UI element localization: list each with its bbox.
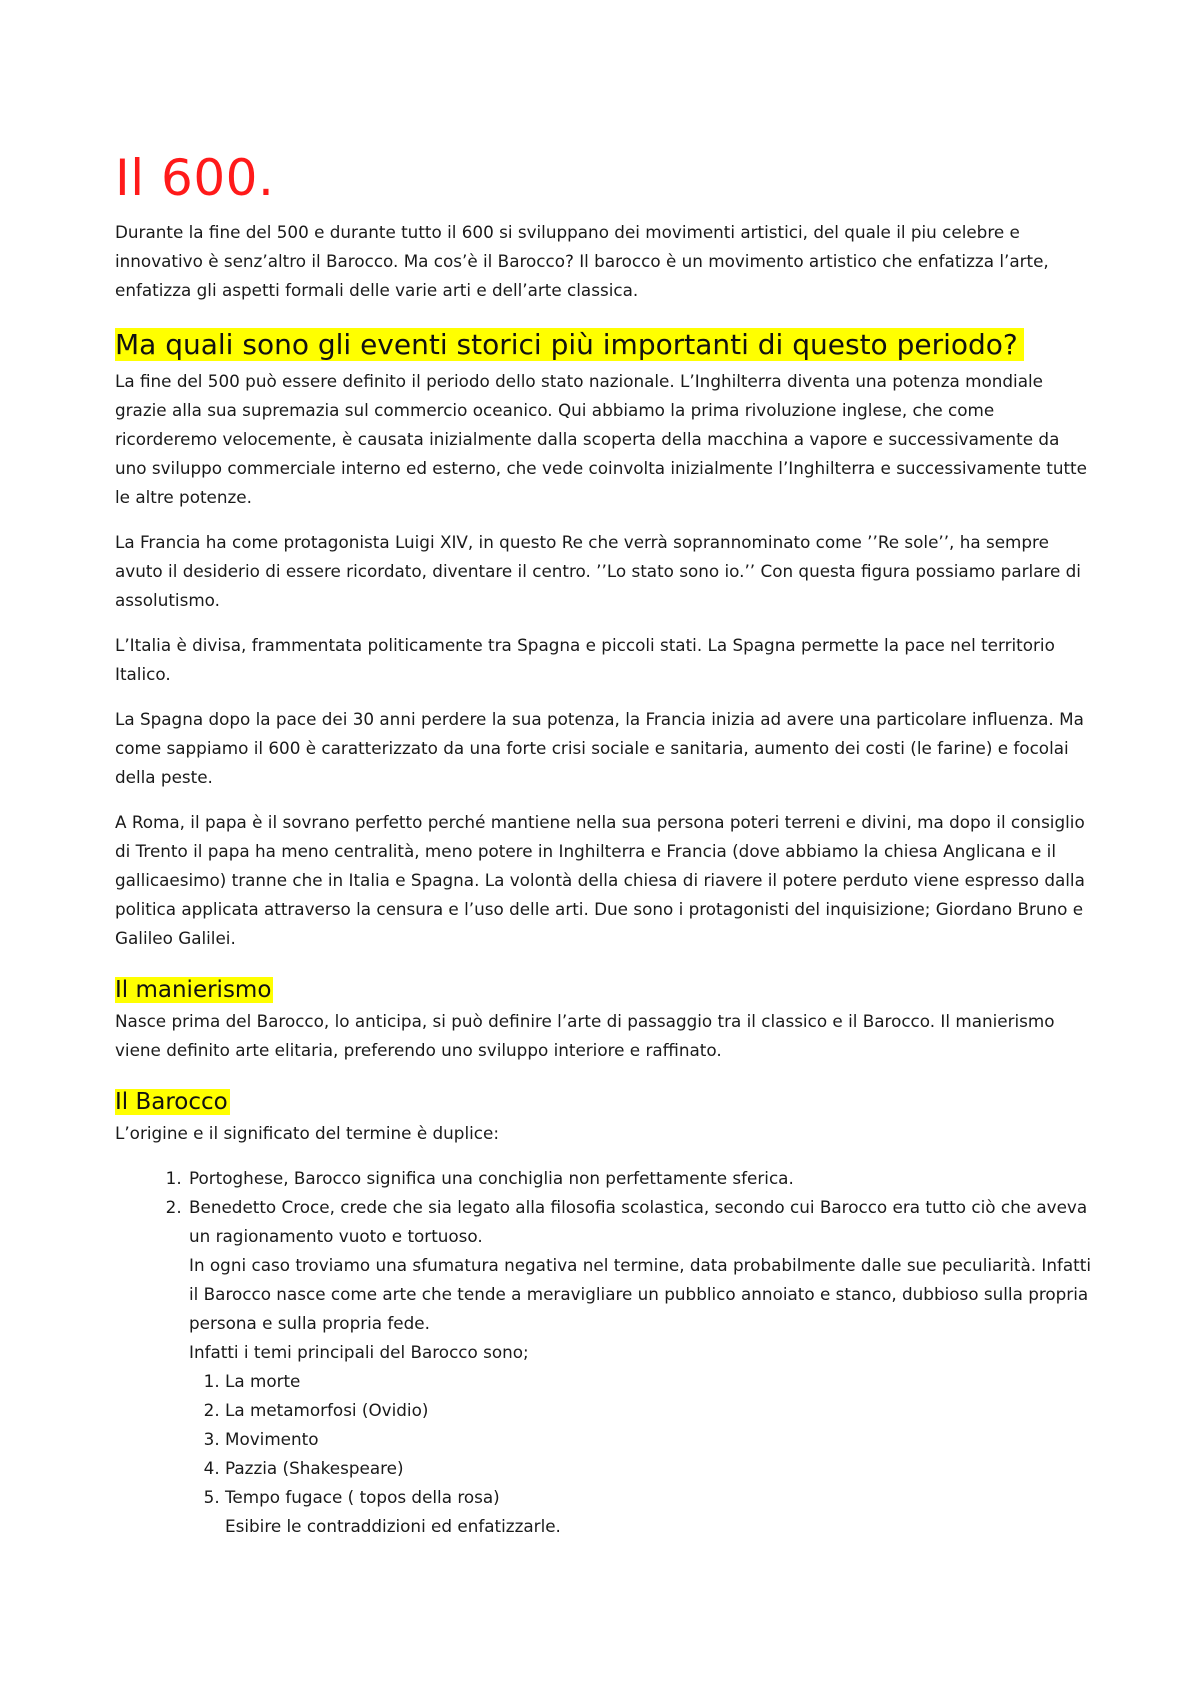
- list-item: [225, 1396, 1095, 1425]
- paragraph-manierismo: Nasce prima del Barocco, lo anticipa, si può definire l’arte di passaggio tra il classico e il Barocco. Il manierismo viene definito arte elitaria, preferendo uno sviluppo interiore e raffinato.: [115, 1011, 1055, 1060]
- theme-item: Movimento: [225, 1429, 319, 1449]
- list-item: [187, 1164, 1095, 1193]
- theme-item: 5. Tempo fugace ( topos della rosa): [225, 1487, 500, 1507]
- section-heading-manierismo: [115, 975, 1095, 1005]
- list-item: [225, 1454, 1095, 1483]
- document-title: Il 600.: [115, 149, 275, 207]
- origin-item-croce: 2. Benedetto Croce, crede che sia legato alla filosofia scolastica, secondo cui Barocco era tutto ciò che aveva un ragionamento vuoto e tortuoso.: [189, 1197, 1088, 1246]
- themes-list: [189, 1367, 1095, 1541]
- origin-list: [115, 1164, 1095, 1541]
- paragraph-francia: La Francia ha come protagonista Luigi XIV, in questo Re che verrà soprannominato come ’’Re sole’’, ha sempre avuto il desiderio di essere ricordato, diventare il centro. ’’Lo stato sono io.’’ Con questa figura possiamo parlare di assolutismo.: [115, 532, 1081, 610]
- origin-item-portoghese: Portoghese, Barocco significa una conchiglia non perfettamente sferica.: [189, 1168, 794, 1188]
- theme-item: La metamorfosi (Ovidio): [225, 1400, 429, 1420]
- paragraph-barocco-origine: L’origine e il significato del termine è duplice:: [115, 1123, 499, 1143]
- theme-item: Pazzia (Shakespeare): [225, 1458, 404, 1478]
- intro-paragraph: Durante la fine del 500 e durante tutto il 600 si sviluppano dei movimenti artistici, del quale il piu celebre e innovativo è senz’altro il Barocco. Ma cos’è il Barocco? Il barocco è un movimento artistico che enfatizza l’arte, enfatizza gli aspetti formali delle varie arti e dell’arte classica.: [115, 222, 1049, 300]
- paragraph-roma: A Roma, il papa è il sovrano perfetto perché mantiene nella sua persona poteri terreni e divini, ma dopo il consiglio di Trento il papa ha meno centralità, meno potere in Inghilterra e Francia (dove abbiamo la chiesa Anglicana e il gallicaesimo) tranne che in Italia e Spagna. La volontà della chiesa di riavere il potere perduto viene espresso dalla politica applicata attraverso la censura e l’uso delle arti. Due sono i protagonisti del inquisizione; Giordano Bruno e Galileo Galilei.: [115, 812, 1085, 948]
- barocco-continuation-1: In ogni caso troviamo una sfumatura negativa nel termine, data probabilmente dalle sue peculiarità. Infatti il Barocco nasce come arte che tende a meravigliare un pubblico annoiato e stanco, dubbioso sulla propria persona e sulla propria fede.: [189, 1255, 1091, 1333]
- barocco-continuation-2: Infatti i temi principali del Barocco sono;: [189, 1342, 529, 1362]
- theme-item: La morte: [225, 1371, 301, 1391]
- section-heading-barocco: [115, 1087, 1095, 1117]
- paragraph-spagna: La Spagna dopo la pace dei 30 anni perdere la sua potenza, la Francia inizia ad avere una particolare influenza. Ma come sappiamo il 600 è caratterizzato da una forte crisi sociale e sanitaria, aumento dei costi (le farine) e focolai della peste.: [115, 709, 1084, 787]
- paragraph-italia: L’Italia è divisa, frammentata politicamente tra Spagna e piccoli stati. La Spagna permette la pace nel territorio Italico.: [115, 635, 1055, 684]
- list-item: [225, 1367, 1095, 1396]
- section-heading-barocco-text: Il Barocco: [115, 1089, 228, 1115]
- list-item: [225, 1425, 1095, 1454]
- closing-line: Esibire le contraddizioni ed enfatizzarle.: [225, 1516, 561, 1536]
- list-item: [225, 1483, 1095, 1541]
- section-heading-eventi: [115, 327, 1095, 363]
- paragraph-stato-nazionale: La fine del 500 può essere definito il periodo dello stato nazionale. L’Inghilterra diventa una potenza mondiale grazie alla sua supremazia sul commercio oceanico. Qui abbiamo la prima rivoluzione inglese, che come ricorderemo velocemente, è causata inizialmente dalla scoperta della macchina a vapore e successivamente da uno sviluppo commerciale interno ed esterno, che vede coinvolta inizialmente l’Inghilterra e successivamente tutte le altre potenze.: [115, 371, 1087, 507]
- section-heading-manierismo-text: Il manierismo: [115, 977, 272, 1003]
- document-page: [115, 150, 1095, 1541]
- list-item: [187, 1193, 1095, 1541]
- section-heading-eventi-text: Ma quali sono gli eventi storici più importanti di questo periodo?: [115, 328, 1024, 361]
